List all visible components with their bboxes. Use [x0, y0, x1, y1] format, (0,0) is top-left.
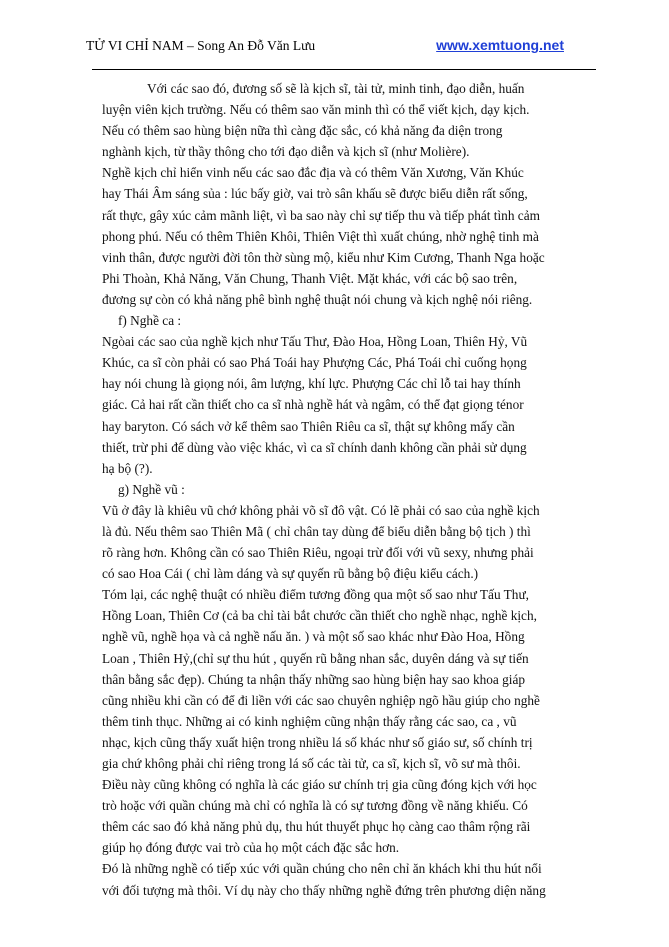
header-title: TỬ VI CHỈ NAM – Song An Đỗ Văn Lưu [86, 38, 316, 53]
text-line: rất thực, gây xúc cảm mãnh liệt, vì ba sao này chỉ sự tiếp thu và tiếp phát tình cảm [102, 207, 540, 223]
text-line: hay baryton. Có sách vở kể thêm sao Thiên Riêu ca sĩ, thật sự không mấy cần [102, 418, 515, 434]
text-line: Nếu có thêm sao hùng biện nữa thì càng đặc sắc, có khả năng đa diện trong [102, 123, 503, 139]
text-line: cũng nhiều khi cần có để đi liền với các sao chuyên nghiệp ngõ hầu giúp cho nghề [102, 692, 540, 708]
text-line: thân bằng sắc đẹp). Chúng ta nhận thấy những sao hùng biện hay sao khoa giáp [102, 671, 526, 687]
text-line: Với các sao đó, đương số sẽ là kịch sĩ, tài tử, minh tinh, đạo diễn, huấn [147, 81, 525, 96]
text-line: hay nói chung là giọng nói, âm lượng, khí lực. Phượng Các chỉ lỗ tai hay thính [102, 376, 521, 392]
text-line: Ngòai các sao của nghề kịch như Tấu Thư, Đào Hoa, Hồng Loan, Thiên Hỷ, Vũ [102, 334, 528, 350]
text-line: thêm tinh thục. Những ai có kinh nghiệm cũng nhận thấy rằng các sao, ca , vũ [102, 713, 517, 729]
text-line: có sao Hoa Cái ( chỉ làm dáng và sự quyến rũ bằng bộ điệu kiểu cách.) [102, 566, 479, 582]
text-line: rõ ràng hơn. Không cần có sao Thiên Riêu, ngoại trừ đối với vũ sexy, nhưng phải [102, 545, 534, 561]
text-line: Hồng Loan, Thiên Cơ (cả ba chỉ tài bắt chước cần thiết cho nghề nhạc, nghề kịch, [102, 608, 537, 624]
text-line: với đối tượng mà thôi. Ví dụ này cho thấy những nghề đứng trên phương diện năng [102, 882, 546, 898]
section-heading: f) Nghề ca : [118, 313, 182, 329]
text-line: hạ bộ (?). [102, 460, 153, 476]
text-line: luyện viên kịch trường. Nếu có thêm sao văn minh thì có thể viết kịch, dạy kịch. [102, 102, 530, 118]
header-divider [92, 69, 596, 70]
text-line: Tóm lại, các nghệ thuật có nhiều điểm tương đồng qua một số sao như Tấu Thư, [102, 587, 529, 603]
text-line: nghành kịch, từ thầy thông cho tới đạo diễn và kịch sĩ (như Molière). [102, 144, 470, 160]
text-line: phong phú. Nếu có thêm Thiên Khôi, Thiên Việt thì xuất chúng, nhờ nghệ tinh mà [102, 228, 539, 244]
text-line: Điều này cũng không có nghĩa là các giáo sư chính trị gia cũng đóng kịch với học [102, 777, 537, 793]
text-line: giác. Cả hai rất cần thiết cho ca sĩ nhà nghề hát và ngâm, có thể đạt giọng ténor [102, 397, 524, 413]
text-line: Loan , Thiên Hỷ,(chỉ sự thu hút , quyến rũ bằng nhan sắc, duyên dáng và sự tiến [102, 650, 529, 666]
text-line: là đủ. Nếu thêm sao Thiên Mã ( chỉ chân tay dùng để biểu diễn bằng bộ tịch ) thì [102, 523, 531, 539]
section-heading: g) Nghề vũ : [118, 481, 185, 497]
website-link[interactable]: www.xemtuong.net [436, 37, 564, 53]
text-line: thêm các sao đó khả năng phủ dụ, thu hút thuyết phục họ càng cao thâm rộng rãi [102, 819, 531, 835]
text-line: hay Thái Âm sáng sủa : lúc bấy giờ, vai trò sân khấu sẽ được biểu diễn rất sống, [102, 186, 528, 202]
text-line: vinh thân, được người đời tôn thờ sùng mộ, kiểu như Kim Cương, Thanh Nga hoặc [102, 249, 545, 265]
text-line: Đó là những nghề có tiếp xúc với quần chúng cho nên chỉ ăn khách khi thu hút nổi [102, 861, 542, 877]
text-line: đương sự còn có khả năng phê bình nghệ thuật nói chung và kịch nghệ nói riêng. [102, 291, 533, 307]
text-line: Phi Thoàn, Khả Năng, Văn Chung, Thanh Việt. Mặt khác, với các bộ sao trên, [102, 270, 518, 286]
page-header [86, 38, 570, 60]
text-line: thiết, trừ phi để dùng vào việc khác, vì ca sĩ chính danh không cần phải sử dụng [102, 439, 527, 455]
text-line: trò hoặc với quần chúng mà chỉ có nghĩa là có sự tương đồng về năng khiếu. Có [102, 798, 528, 814]
text-line: nghề vũ, nghề họa và cả nghề nấu ăn. ) và một số sao khác như Đào Hoa, Hồng [102, 629, 525, 645]
text-line: nhạc, kịch cũng thấy xuất hiện trong nhiều lá số khác như số giáo sư, số chính trị [102, 734, 533, 750]
body-text [102, 78, 572, 901]
text-line: Vũ ở đây là khiêu vũ chớ không phải võ sĩ đô vật. Có lẽ phải có sao của nghề kịch [102, 502, 540, 518]
text-line: Khúc, ca sĩ còn phải có sao Phá Toái hay Phượng Các, Phá Toái chỉ cuống họng [102, 355, 527, 371]
text-line: Nghề kịch chỉ hiển vinh nếu các sao đắc địa và có thêm Văn Xương, Văn Khúc [102, 165, 524, 181]
text-line: gia chứ không phải chỉ riêng trong lá số các tài tử, ca sĩ, kịch sĩ, võ sư mà thôi. [102, 756, 521, 771]
text-line: giúp họ đóng được vai trò của họ một cách đặc sắc hơn. [102, 840, 400, 856]
